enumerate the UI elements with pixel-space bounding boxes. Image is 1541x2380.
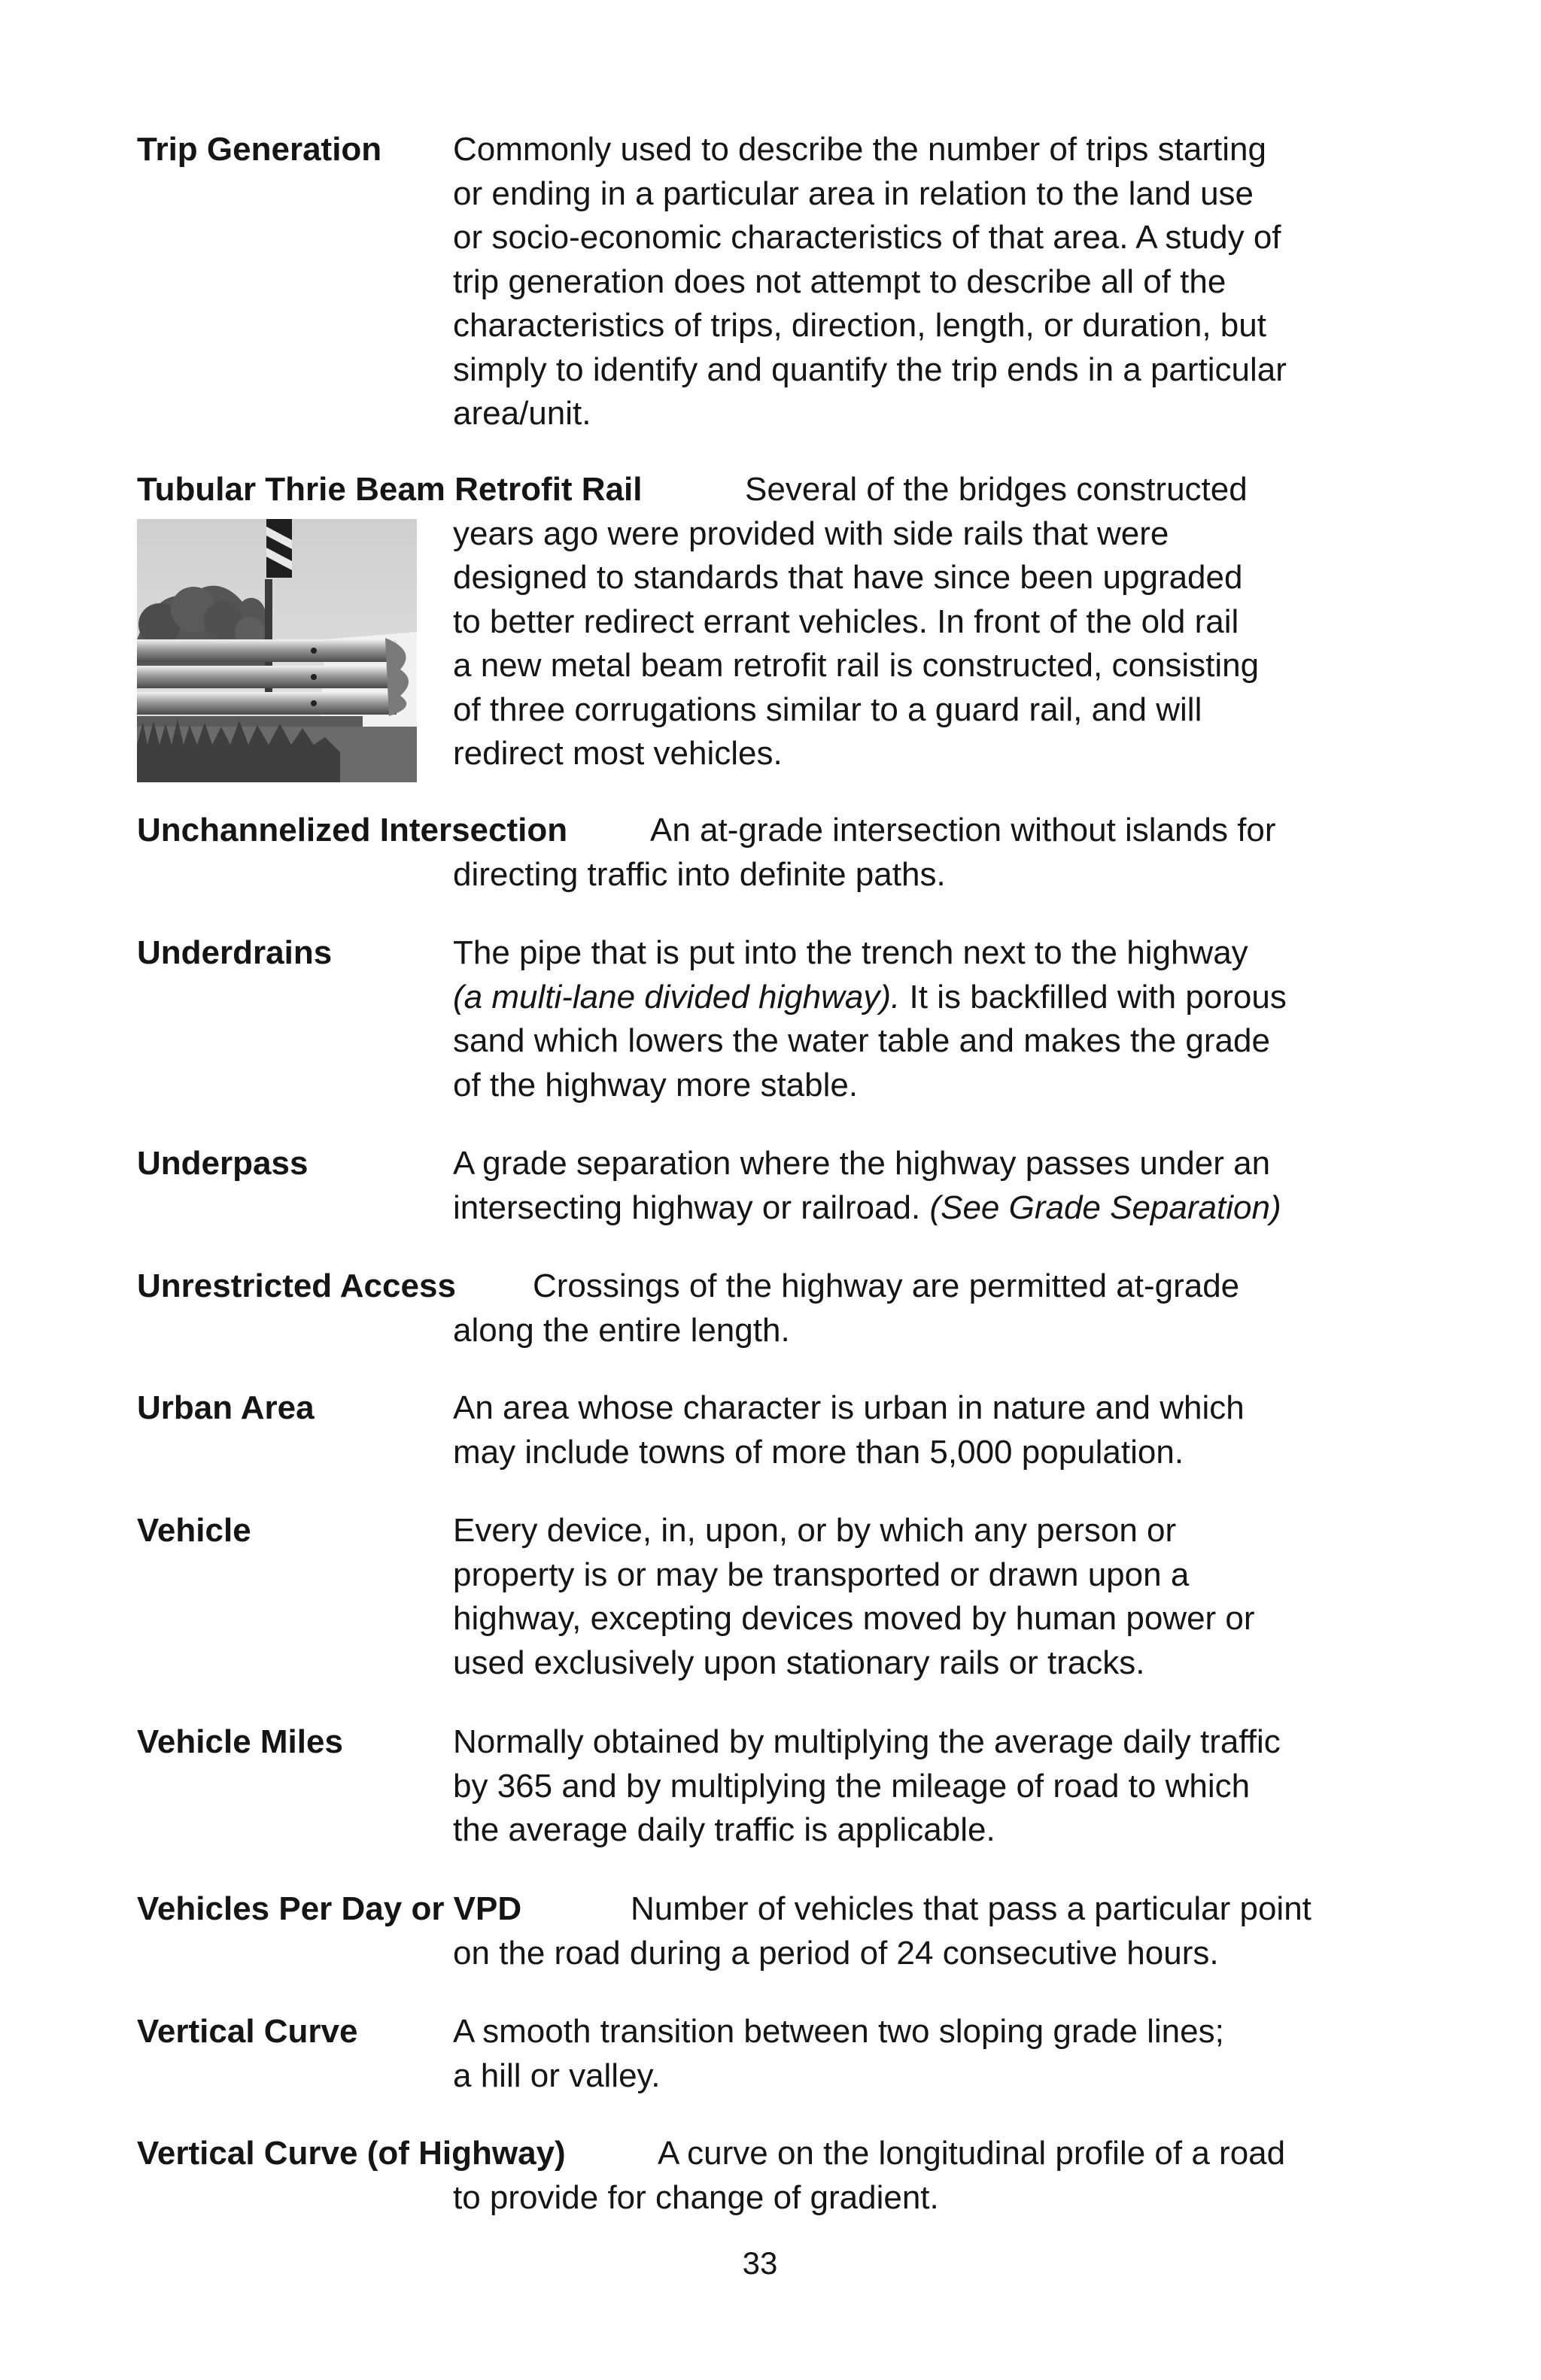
definition-line: years ago were provided with side rails that were (453, 515, 1169, 552)
glossary-term: Vehicles Per Day or VPD (137, 1890, 522, 1927)
definition-line: along the entire length. (453, 1311, 790, 1349)
glossary-definition (453, 1386, 1394, 1474)
glossary-term: Vertical Curve (of Highway) (137, 2135, 566, 2172)
guard-rail-photo (137, 519, 417, 782)
definition-line: A curve on the longitudinal profile of a road (658, 2135, 1286, 2172)
definition-line: An area whose character is urban in nature and which (453, 1389, 1245, 1426)
definition-line: An at-grade intersection without islands for (650, 812, 1276, 848)
definition-text: intersecting highway or railroad. (453, 1188, 921, 1226)
definition-line: to better redirect errant vehicles. In front of the old rail (453, 603, 1239, 640)
definition-line: sand which lowers the water table and makes the grade (453, 1022, 1270, 1059)
glossary-term: Unchannelized Intersection (137, 812, 568, 848)
glossary-definition (453, 1142, 1394, 1230)
glossary-definition (453, 809, 1394, 897)
glossary-definition (453, 931, 1394, 1107)
definition-line: area/unit. (453, 395, 591, 432)
definition-line: characteristics of trips, direction, length, or duration, but (453, 307, 1266, 344)
definition-text: It is backfilled with porous (909, 978, 1287, 1015)
definition-line: used exclusively upon stationary rails or tracks. (453, 1644, 1145, 1681)
definition-line: or socio-economic characteristics of that area. A study of (453, 219, 1281, 256)
definition-line-with-note (453, 976, 1394, 1020)
glossary-definition (453, 2132, 1394, 2220)
definition-line: Several of the bridges constructed (745, 471, 1248, 508)
definition-line: of three corrugations similar to a guard rail, and will (453, 691, 1202, 728)
definition-line: property is or may be transported or drawn upon a (453, 1556, 1190, 1593)
italic-note: (a multi-lane divided highway). (453, 978, 901, 1015)
glossary-definition (453, 468, 1394, 776)
glossary-term: Underdrains (137, 934, 333, 971)
definition-line: Every device, in, upon, or by which any person or (453, 1512, 1177, 1549)
definition-line: or ending in a particular area in relation to the land use (453, 175, 1254, 212)
definition-line-with-note (453, 1186, 1394, 1231)
glossary-term: Vehicle Miles (137, 1723, 343, 1760)
definition-line: on the road during a period of 24 consecutive hours. (453, 1934, 1219, 1972)
definition-line: highway, excepting devices moved by human power or (453, 1600, 1255, 1637)
definition-line: simply to identify and quantify the trip ends in a particular (453, 351, 1287, 388)
definition-line: The pipe that is put into the trench next to the highway (453, 934, 1248, 971)
glossary-definition (453, 1264, 1394, 1352)
glossary-definition (453, 2010, 1394, 2098)
definition-line: Commonly used to describe the number of trips starting (453, 131, 1266, 168)
definition-line: A smooth transition between two sloping grade lines; (453, 2013, 1224, 2050)
definition-line: Crossings of the highway are permitted at-grade (533, 1267, 1240, 1304)
glossary-definition (453, 128, 1394, 436)
glossary-term: Urban Area (137, 1389, 315, 1426)
definition-line: may include towns of more than 5,000 population. (453, 1433, 1184, 1471)
definition-line: trip generation does not attempt to describe all of the (453, 263, 1226, 300)
definition-line: of the highway more stable. (453, 1066, 859, 1103)
page-number: 33 (742, 2245, 778, 2281)
definition-line: redirect most vehicles. (453, 735, 783, 772)
glossary-term: Vertical Curve (137, 2013, 358, 2050)
glossary-term: Vehicle (137, 1512, 251, 1549)
glossary-definition (453, 1887, 1394, 1975)
glossary-term: Unrestricted Access (137, 1267, 456, 1304)
glossary-term: Tubular Thrie Beam Retrofit Rail (137, 471, 643, 508)
definition-line: Normally obtained by multiplying the average daily traffic (453, 1723, 1281, 1760)
definition-line: directing traffic into definite paths. (453, 855, 946, 893)
definition-line: designed to standards that have since been upgraded (453, 559, 1243, 596)
definition-line: a hill or valley. (453, 2057, 661, 2094)
glossary-definition (453, 1509, 1394, 1685)
italic-cross-reference: (See Grade Separation) (929, 1188, 1281, 1226)
definition-line: A grade separation where the highway passes under an (453, 1145, 1271, 1182)
definition-line: to provide for change of gradient. (453, 2178, 939, 2216)
definition-line: a new metal beam retrofit rail is constructed, consisting (453, 647, 1260, 684)
definition-line: by 365 and by multiplying the mileage of road to which (453, 1767, 1251, 1805)
glossary-term: Underpass (137, 1145, 309, 1182)
definition-line: Number of vehicles that pass a particular point (631, 1890, 1312, 1927)
glossary-term: Trip Generation (137, 131, 382, 168)
glossary-definition (453, 1720, 1394, 1853)
definition-line: the average daily traffic is applicable. (453, 1811, 995, 1848)
